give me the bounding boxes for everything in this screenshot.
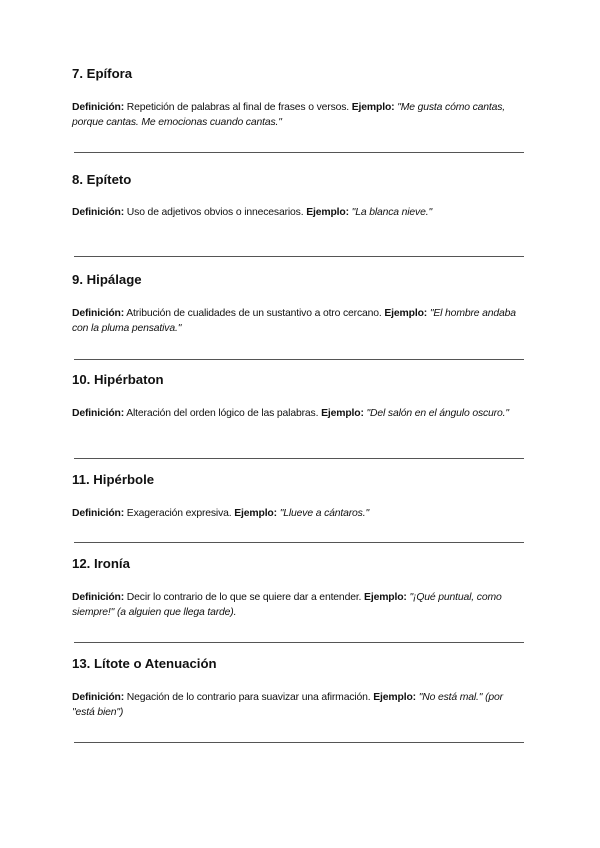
divider-line bbox=[74, 359, 524, 360]
example-note: (por "está bien") bbox=[72, 692, 503, 718]
definition-text: Exageración expresiva. bbox=[126, 508, 232, 519]
definition-text: Uso de adjetivos obvios o innecesarios. bbox=[126, 207, 304, 218]
example-text: "Llueve a cántaros." bbox=[279, 508, 369, 519]
example-text: "No está mal." bbox=[418, 692, 483, 703]
example-text: "¡Qué puntual, como siempre!" bbox=[72, 592, 502, 618]
example-label: Ejemplo: bbox=[364, 592, 407, 603]
example-text: "El hombre andaba con la pluma pensativa." bbox=[72, 308, 516, 334]
entry-title: 12. Ironía bbox=[72, 556, 130, 571]
entry-hipalage bbox=[72, 272, 524, 372]
definition-label: Definición: bbox=[72, 508, 125, 519]
definition-text: Negación de lo contrario para suavizar una afirmación. bbox=[126, 692, 371, 703]
example-text: "Del salón en el ángulo oscuro." bbox=[366, 408, 509, 419]
example-label: Ejemplo: bbox=[234, 508, 277, 519]
example-label: Ejemplo: bbox=[384, 308, 428, 319]
entry-body bbox=[72, 506, 524, 521]
entry-title: 9. Hipálage bbox=[72, 272, 142, 287]
entry-hiperbaton bbox=[72, 372, 524, 472]
entry-body bbox=[72, 690, 524, 720]
divider-line bbox=[74, 458, 524, 459]
divider-line bbox=[74, 742, 524, 743]
definition-label: Definición: bbox=[72, 692, 125, 703]
definition-text: Atribución de cualidades de un sustantivo a otro cercano. bbox=[126, 308, 382, 319]
entry-title: 7. Epífora bbox=[72, 66, 133, 81]
entry-body bbox=[72, 100, 524, 130]
definition-text: Decir lo contrario de lo que se quiere dar a entender. bbox=[126, 592, 362, 603]
definition-label: Definición: bbox=[72, 102, 125, 113]
document-page bbox=[72, 66, 524, 756]
definition-label: Definición: bbox=[72, 408, 125, 419]
example-label: Ejemplo: bbox=[351, 102, 395, 113]
entry-body bbox=[72, 590, 524, 620]
entry-litote bbox=[72, 656, 524, 756]
entry-ironia bbox=[72, 556, 524, 656]
divider-line bbox=[74, 256, 524, 257]
example-text: "La blanca nieve." bbox=[351, 207, 433, 218]
entry-title: 8. Epíteto bbox=[72, 172, 132, 187]
example-text: "Me gusta cómo cantas, porque cantas. Me emocionas cuando cantas." bbox=[72, 102, 506, 128]
entry-hiperbole bbox=[72, 472, 524, 556]
example-note: (a alguien que llega tarde). bbox=[116, 607, 237, 618]
definition-label: Definición: bbox=[72, 207, 125, 218]
divider-line bbox=[74, 152, 524, 153]
entry-title: 13. Lítote o Atenuación bbox=[72, 656, 217, 671]
definition-text: Alteración del orden lógico de las palabras. bbox=[126, 408, 319, 419]
entry-title: 11. Hipérbole bbox=[72, 472, 155, 487]
divider-line bbox=[74, 542, 524, 543]
definition-label: Definición: bbox=[72, 592, 125, 603]
entry-body bbox=[72, 306, 524, 336]
example-label: Ejemplo: bbox=[306, 207, 349, 218]
example-label: Ejemplo: bbox=[321, 408, 364, 419]
example-label: Ejemplo: bbox=[373, 692, 416, 703]
entry-epifora bbox=[72, 66, 524, 152]
definition-label: Definición: bbox=[72, 308, 125, 319]
entry-epiteto bbox=[72, 172, 524, 272]
entry-body bbox=[72, 205, 524, 220]
divider-line bbox=[74, 642, 524, 643]
entry-body bbox=[72, 406, 524, 421]
entry-title: 10. Hipérbaton bbox=[72, 372, 164, 387]
definition-text: Repetición de palabras al final de frases o versos. bbox=[126, 102, 350, 113]
